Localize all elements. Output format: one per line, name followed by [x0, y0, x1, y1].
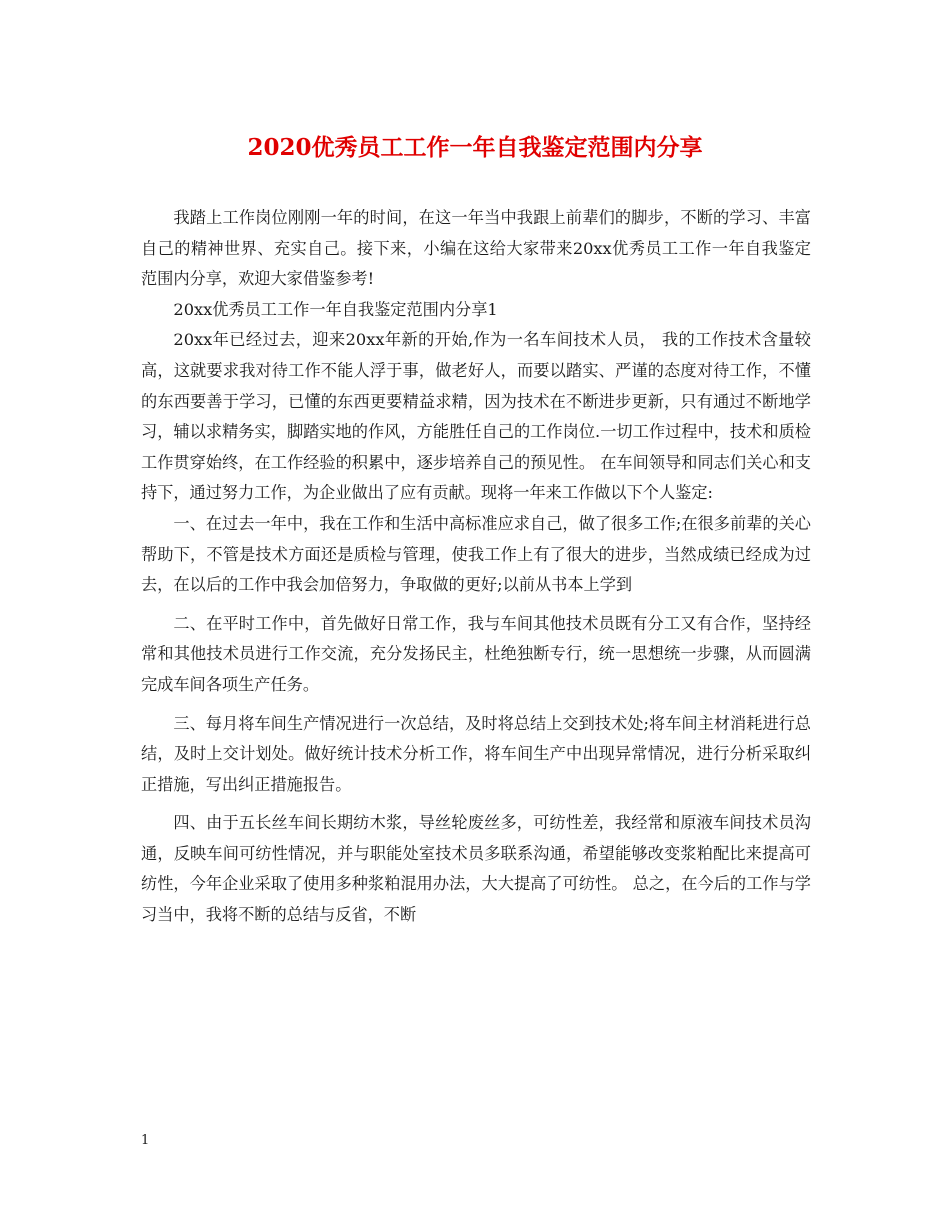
- document-body: [141, 203, 811, 931]
- paragraph-point-four: 四、由于五长丝车间长期纺木浆，导丝轮废丝多，可纺性差，我经常和原液车间技术员沟通，反映车间可纺性情况，并与职能处室技术员多联系沟通，希望能够改变浆粕配比来提高可纺性，今年企业采取了使用多种浆粕混用办法，大大提高了可纺性。 总之，在今后的工作与学习当中，我将不断的总结与反省，不断: [141, 813, 811, 925]
- page-number: 1: [141, 1133, 150, 1148]
- paragraph-point-three: 三、每月将车间生产情况进行一次总结，及时将总结上交到技术处;将车间主材消耗进行总结，及时上交计划处。做好统计技术分析工作，将车间生产中出现异常情况，进行分析采取纠正措施，写出纠正措施报告。: [141, 713, 811, 794]
- paragraph-intro: 我踏上工作岗位刚刚一年的时间，在这一年当中我跟上前辈们的脚步，不断的学习、丰富自己的精神世界、充实自己。接下来，小编在这给大家带来20xx优秀员工工作一年自我鉴定范围内分享，欢迎大家借鉴参考!: [141, 208, 811, 289]
- paragraph-point-two: 二、在平时工作中，首先做好日常工作，我与车间其他技术员既有分工又有合作，坚持经常和其他技术员进行工作交流，充分发扬民主，杜绝独断专行，统一思想统一步骤，从而圆满完成车间各项生产任务。: [141, 613, 811, 694]
- paragraph-point-one: 一、在过去一年中，我在工作和生活中高标准应求自己，做了很多工作;在很多前辈的关心帮助下，不管是技术方面还是质检与管理，使我工作上有了很大的进步，当然成绩已经成为过去，在以后的工作中我会加倍努力，争取做的更好;以前从书本上学到: [141, 513, 811, 595]
- paragraph-section-heading: 20xx优秀员工工作一年自我鉴定范围内分享1: [173, 299, 498, 319]
- paragraph-overview: 20xx年已经过去，迎来20xx年新的开始,作为一名车间技术人员， 我的工作技术含量较高，这就要求我对待工作不能人浮于事，做老好人，而要以踏实、严谨的态度对待工作，不懂的东西要善于学习，已懂的东西更要精益求精，因为技术在不断进步更新，只有通过不断地学习，辅以求精务实，脚踏实地的作风，方能胜任自己的工作岗位.一切工作过程中，技术和质检工作贯穿始终，在工作经验的积累中，逐步培养自己的预见性。 在车间领导和同志们关心和支持下，通过努力工作，为企业做出了应有贡献。现将一年来工作做以下个人鉴定:: [141, 330, 811, 503]
- document-title: 2020优秀员工工作一年自我鉴定范围内分享: [247, 134, 703, 161]
